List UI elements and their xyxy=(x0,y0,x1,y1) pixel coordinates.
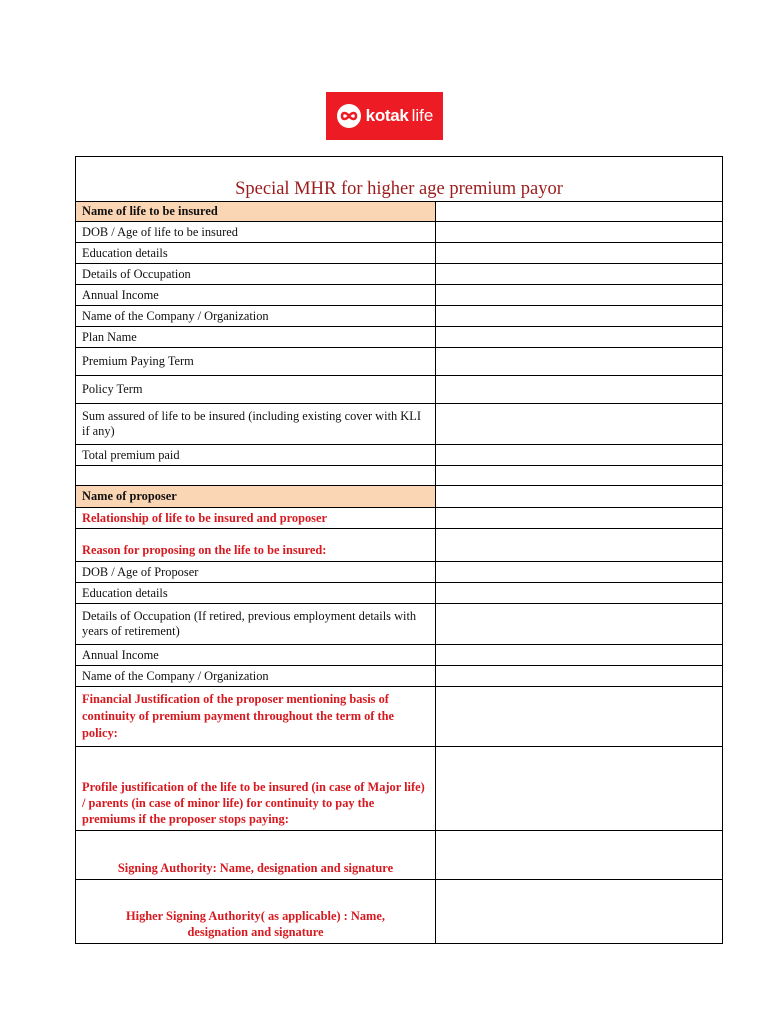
row-label: Name of the Company / Organization xyxy=(76,306,436,327)
table-row xyxy=(76,529,723,562)
value-cell[interactable] xyxy=(436,529,723,562)
row-label: Premium Paying Term xyxy=(76,348,436,376)
value-cell[interactable] xyxy=(436,880,723,944)
table-row xyxy=(76,243,723,264)
title-row xyxy=(76,157,723,202)
value-cell[interactable] xyxy=(436,243,723,264)
logo-brand-light: life xyxy=(411,106,434,125)
logo-brand-bold: kotak xyxy=(365,106,409,125)
value-cell[interactable] xyxy=(436,264,723,285)
table-row xyxy=(76,747,723,831)
table-row xyxy=(76,222,723,243)
form-title: Special MHR for higher age premium payor xyxy=(76,157,723,202)
table-row xyxy=(76,404,723,445)
value-cell[interactable] xyxy=(436,645,723,666)
value-cell[interactable] xyxy=(436,508,723,529)
table-row xyxy=(76,831,723,880)
table-row xyxy=(76,880,723,944)
value-cell[interactable] xyxy=(436,486,723,508)
row-label: Financial Justification of the proposer mentioning basis of continuity of premium payment throughout the term of the policy: xyxy=(76,687,436,747)
value-cell[interactable] xyxy=(436,562,723,583)
value-cell[interactable] xyxy=(436,404,723,445)
row-label: Sum assured of life to be insured (including existing cover with KLI if any) xyxy=(76,404,436,445)
value-cell[interactable] xyxy=(436,466,723,486)
mhr-form-table xyxy=(75,156,723,944)
table-row xyxy=(76,327,723,348)
row-label xyxy=(76,466,436,486)
row-label: Policy Term xyxy=(76,376,436,404)
table-row xyxy=(76,486,723,508)
row-label: Higher Signing Authority( as applicable) : Name, designation and signature xyxy=(76,880,436,944)
kotak-life-logo xyxy=(326,92,443,140)
row-label: Education details xyxy=(76,243,436,264)
table-row xyxy=(76,508,723,529)
table-row xyxy=(76,348,723,376)
table-row xyxy=(76,306,723,327)
table-row xyxy=(76,645,723,666)
value-cell[interactable] xyxy=(436,306,723,327)
row-label: Total premium paid xyxy=(76,445,436,466)
value-cell[interactable] xyxy=(436,376,723,404)
row-label: Education details xyxy=(76,583,436,604)
value-cell[interactable] xyxy=(436,348,723,376)
table-row xyxy=(76,604,723,645)
row-label: Annual Income xyxy=(76,645,436,666)
row-label: Details of Occupation (If retired, previous employment details with years of retirement) xyxy=(76,604,436,645)
table-row xyxy=(76,687,723,747)
row-label: Profile justification of the life to be insured (in case of Major life) / parents (in case of minor life) for continuity to pay the premiums if the proposer stops paying: xyxy=(76,747,436,831)
kotak-infinity-icon xyxy=(336,103,362,129)
value-cell[interactable] xyxy=(436,666,723,687)
table-row xyxy=(76,376,723,404)
value-cell[interactable] xyxy=(436,222,723,243)
row-label: Relationship of life to be insured and proposer xyxy=(76,508,436,529)
row-label: Reason for proposing on the life to be insured: xyxy=(76,529,436,562)
table-row xyxy=(76,466,723,486)
row-label: Details of Occupation xyxy=(76,264,436,285)
section-header-proposer: Name of proposer xyxy=(76,486,436,508)
row-label: DOB / Age of Proposer xyxy=(76,562,436,583)
value-cell[interactable] xyxy=(436,687,723,747)
value-cell[interactable] xyxy=(436,202,723,222)
value-cell[interactable] xyxy=(436,831,723,880)
value-cell[interactable] xyxy=(436,604,723,645)
value-cell[interactable] xyxy=(436,747,723,831)
section-header-life-insured: Name of life to be insured xyxy=(76,202,436,222)
table-row xyxy=(76,445,723,466)
value-cell[interactable] xyxy=(436,327,723,348)
table-row xyxy=(76,264,723,285)
row-label: Plan Name xyxy=(76,327,436,348)
value-cell[interactable] xyxy=(436,285,723,306)
table-row xyxy=(76,666,723,687)
table-row xyxy=(76,202,723,222)
table-row xyxy=(76,285,723,306)
value-cell[interactable] xyxy=(436,445,723,466)
table-row xyxy=(76,562,723,583)
row-label: Annual Income xyxy=(76,285,436,306)
row-label: DOB / Age of life to be insured xyxy=(76,222,436,243)
table-row xyxy=(76,583,723,604)
row-label: Signing Authority: Name, designation and signature xyxy=(76,831,436,880)
row-label: Name of the Company / Organization xyxy=(76,666,436,687)
value-cell[interactable] xyxy=(436,583,723,604)
